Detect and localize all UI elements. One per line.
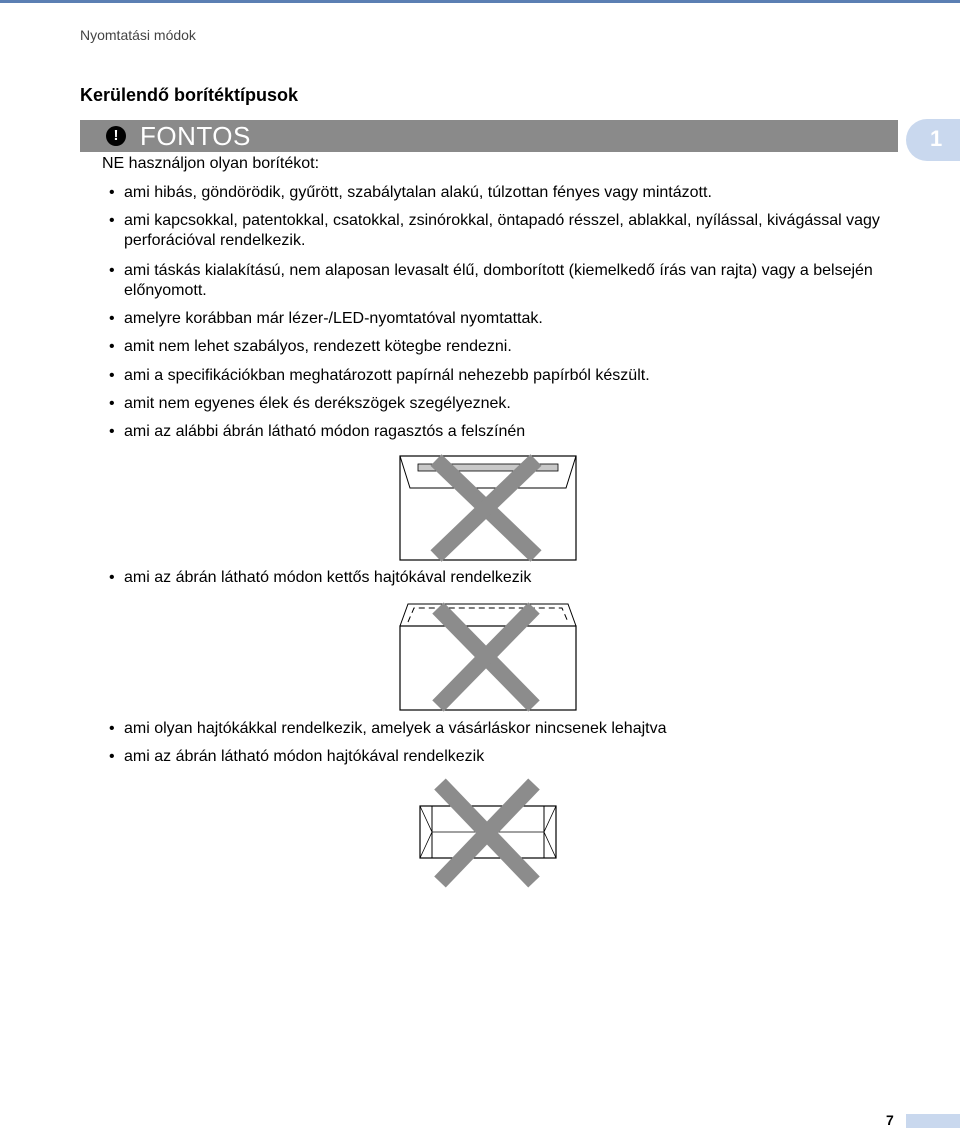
exclamation-icon: ! — [106, 126, 126, 146]
double-flap-envelope-figure — [396, 600, 580, 712]
chapter-number: 1 — [930, 126, 943, 151]
section-title: Kerülendő borítéktípusok — [80, 85, 299, 105]
chapter-tab — [906, 119, 960, 161]
notice-intro: NE használjon olyan borítékot: — [102, 155, 320, 172]
list-item: • ami hibás, göndörödik, gyűrött, szabálytalan alakú, túlzottan fényes vagy mintázott. — [109, 184, 712, 201]
list-item: • ami a specifikációkban meghatározott papírnál nehezebb papírból készült. — [109, 367, 650, 384]
side-flap-envelope-figure — [412, 776, 564, 890]
adhesive-envelope-figure — [396, 452, 580, 564]
footer-tab — [906, 1114, 960, 1128]
important-notice-bar — [80, 120, 898, 152]
page-number: 7 — [886, 1112, 894, 1128]
list-item: • ami táskás kialakítású, nem alaposan levasalt élű, domborított (kiemelkedő írás van rajta) vagy a belsején előnyomott. — [109, 262, 873, 299]
list-item: • amit nem egyenes élek és derékszögek szegélyeznek. — [109, 395, 511, 412]
list-item: • amit nem lehet szabályos, rendezett kötegbe rendezni. — [109, 338, 512, 355]
list-item: • ami olyan hajtókákkal rendelkezik, amelyek a vásárláskor nincsenek lehajtva — [109, 720, 667, 737]
list-item: • ami az ábrán látható módon kettős hajtókával rendelkezik — [109, 569, 532, 586]
list-item: • ami az alábbi ábrán látható módon ragasztós a felszínén — [109, 423, 526, 440]
list-item: • ami az ábrán látható módon hajtókával rendelkezik — [109, 748, 485, 765]
list-item: • ami kapcsokkal, patentokkal, csatokkal, zsinórokkal, öntapadó résszel, ablakkal, nyílással, kivágással vagy perforációval rendelkezik. — [109, 212, 880, 249]
list-item: • amelyre korábban már lézer-/LED-nyomtatóval nyomtattak. — [109, 310, 543, 327]
top-rule — [0, 0, 960, 3]
running-header: Nyomtatási módok — [80, 27, 196, 43]
notice-label: FONTOS — [140, 121, 251, 151]
